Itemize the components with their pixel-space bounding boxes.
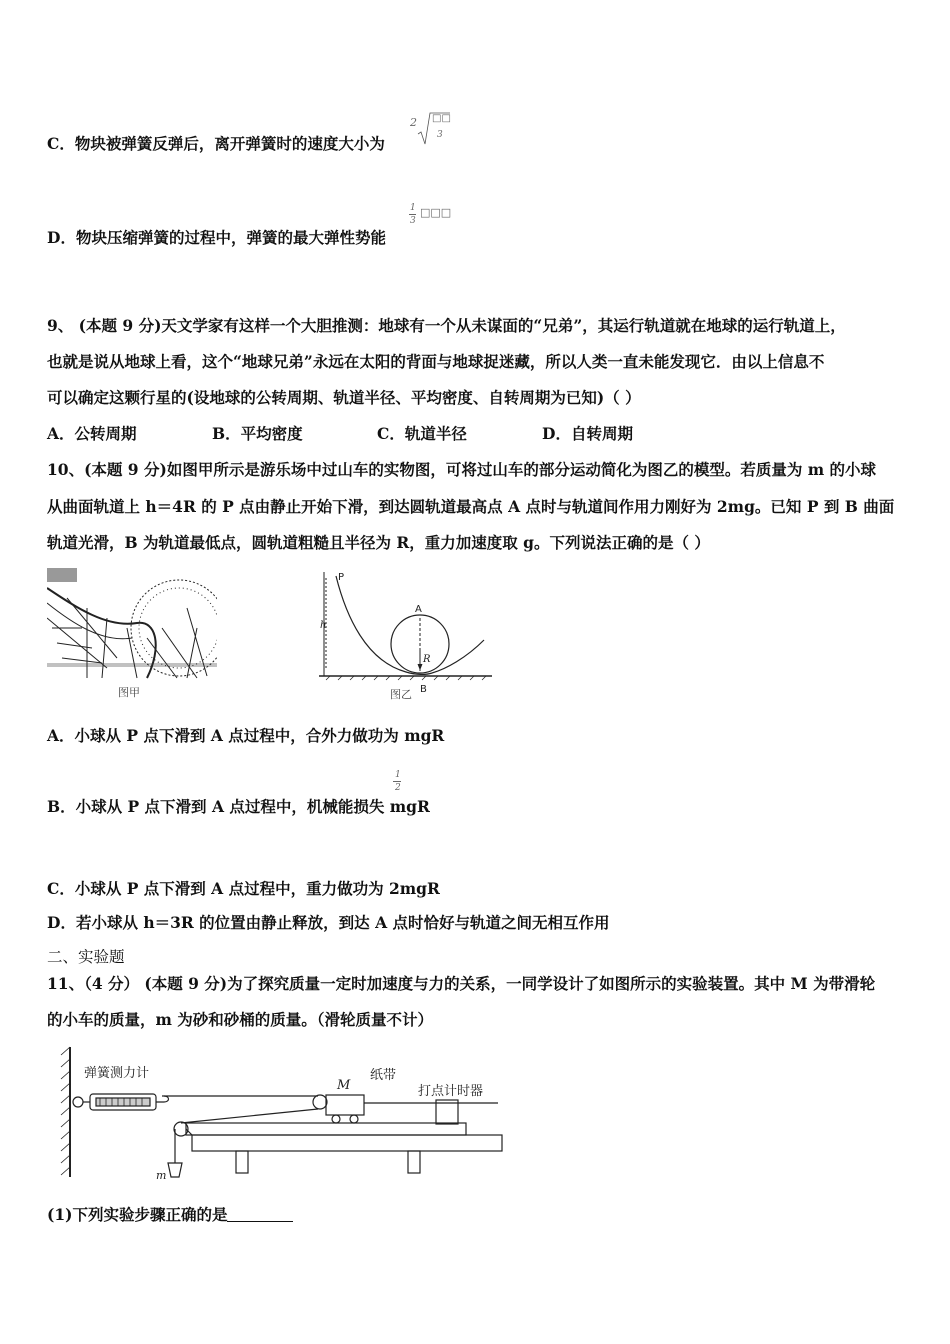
q10-stem-line2: 从曲面轨道上 h＝4R 的 P 点由静止开始下滑，到达圆轨道最高点 A 点时与轨道间作用力刚好为 2mg。已知 P 到 B 曲面 [47, 497, 895, 516]
q9-stem-line3: 可以确定这颗行星的(设地球的公转周期、轨道半径、平均密度、自转周期为已知)（ ） [47, 388, 641, 407]
q9-option-c: C．轨道半径 [377, 424, 467, 443]
q9-option-b: B．平均密度 [212, 424, 303, 443]
q11-stem-line1: 11、（4 分） (本题 9 分)为了探究质量一定时加速度与力的关系，一同学设计了如图所示的实验装置。其中 M 为带滑轮 [47, 974, 876, 993]
label-bucket-mass: m [156, 1169, 167, 1182]
q11-sub1: (1)下列实验步骤正确的是 [47, 1205, 293, 1225]
formula-numerator: 1 [395, 770, 401, 780]
label-cart-mass: M [337, 1078, 351, 1093]
label-h: h [320, 620, 327, 631]
label-tape: 纸带 [370, 1068, 397, 1083]
track-model-diagram-icon [316, 566, 496, 702]
q10-stem-line3: 轨道光滑，B 为轨道最低点，圆轨道粗糙且半径为 R，重力加速度取 g。下列说法正确的是（ ） [47, 533, 710, 552]
formula-denominator: 3 [410, 216, 416, 226]
q10-option-a: A．小球从 P 点下滑到 A 点过程中，合外力做功为 mgR [47, 726, 445, 745]
label-p: P [338, 572, 345, 583]
roller-coaster-photo [47, 568, 217, 680]
formula-numerator: □□ [432, 113, 451, 124]
q8-option-d-formula [408, 203, 462, 233]
fraction-bar [409, 214, 416, 215]
label-spring-scale: 弹簧测力计 [84, 1066, 150, 1081]
q11-stem-line2: 的小车的质量，m 为砂和砂桶的质量。（滑轮质量不计） [47, 1010, 434, 1029]
fraction-bar [393, 781, 401, 782]
q10-option-c: C．小球从 P 点下滑到 A 点过程中，重力做功为 2mgR [47, 879, 440, 898]
label-r: R [423, 654, 431, 665]
q8-option-c: C．物块被弹簧反弹后，离开弹簧时的速度大小为 [47, 134, 385, 153]
track-model-diagram [316, 566, 496, 702]
q10-option-b-formula [392, 770, 404, 796]
q9-option-a: A．公转周期 [47, 424, 137, 443]
formula-numerator: 1 [410, 203, 416, 213]
formula-denominator: 2 [395, 783, 401, 793]
q10-option-b: B．小球从 P 点下滑到 A 点过程中，机械能损失 mgR [47, 797, 430, 816]
q10-option-d: D．若小球从 h＝3R 的位置由静止释放，到达 A 点时恰好与轨道之间无相互作用 [47, 913, 610, 932]
experiment-apparatus-icon [58, 1045, 508, 1195]
section-title: 二、实验题 [47, 948, 125, 966]
roller-coaster-photo-icon [47, 568, 217, 680]
label-timer: 打点计时器 [418, 1084, 484, 1099]
experiment-apparatus-diagram [58, 1045, 508, 1195]
formula-denominator: 3 [437, 130, 443, 140]
q10-stem-line1: 10、(本题 9 分)如图甲所示是游乐场中过山车的实物图，可将过山车的部分运动简化为图乙的模型。若质量为 m 的小球 [47, 460, 877, 479]
label-a: A [415, 604, 422, 615]
figure-a-caption: 图甲 [118, 686, 140, 699]
answer-blank[interactable] [227, 1207, 293, 1222]
formula-coef: 2 [410, 116, 417, 129]
figure-b-caption: 图乙 [390, 688, 412, 701]
q9-stem-line2: 也就是说从地球上看，这个“地球兄弟”永远在太阳的背面与地球捉迷藏，所以人类一直未能发现它．由以上信息不 [47, 352, 825, 371]
formula-tail: □□□ [420, 206, 452, 219]
q8-option-d: D．物块压缩弹簧的过程中，弹簧的最大弹性势能 [47, 228, 386, 247]
q8-option-c-formula [410, 110, 450, 146]
q9-option-d: D．自转周期 [542, 424, 633, 443]
label-b: B [420, 684, 427, 695]
q9-stem-line1: 9、 (本题 9 分)天文学家有这样一个大胆推测：地球有一个从未谋面的“兄弟”，其运行轨道就在地球的运行轨道上， [47, 316, 846, 335]
